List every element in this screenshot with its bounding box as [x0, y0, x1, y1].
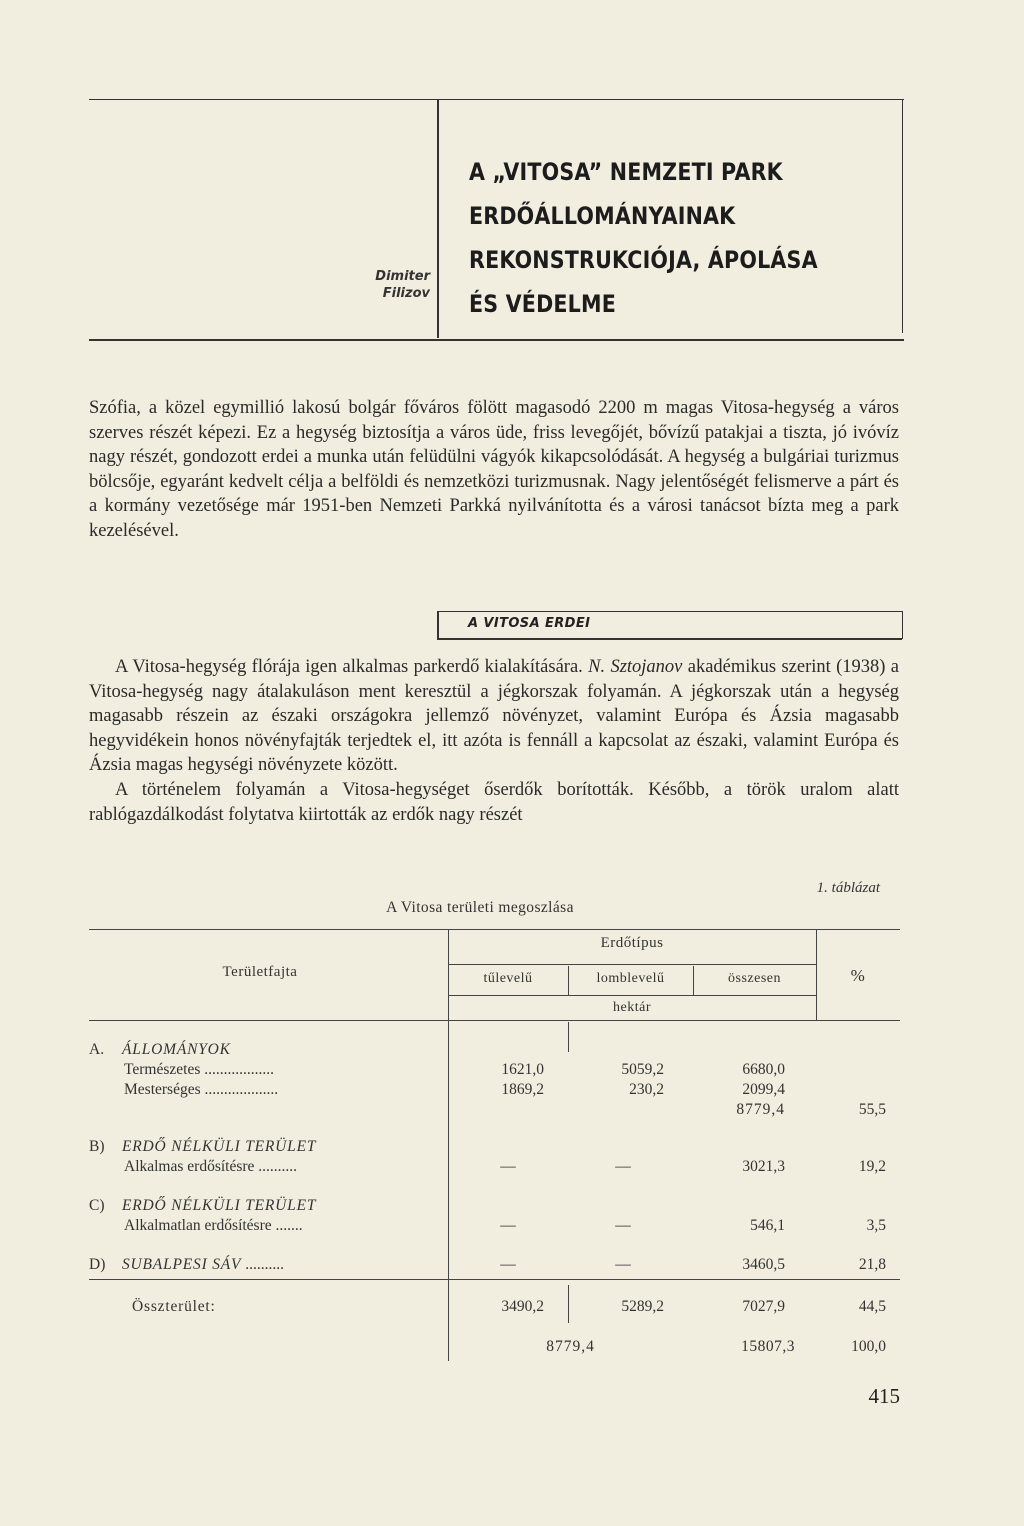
grand-percent: 100,0	[851, 1338, 886, 1355]
table-top-rule	[89, 929, 900, 930]
cell-percent: 3,5	[866, 1217, 886, 1234]
table-title: A Vitosa területi megoszlása	[386, 899, 574, 916]
leader-dots: ...................	[204, 1081, 279, 1098]
article-title	[469, 150, 830, 326]
header-divider	[437, 99, 439, 338]
table-header-rule	[89, 1020, 900, 1021]
row-heading: ERDŐ NÉLKÜLI TERÜLET	[122, 1138, 317, 1155]
cell-conifer: —	[500, 1256, 516, 1273]
col-header-conifer: tűlevelű	[483, 971, 533, 986]
row-label	[124, 1158, 297, 1176]
total-conifer: 3490,2	[501, 1298, 544, 1315]
cell-broadleaf: 5059,2	[621, 1061, 664, 1078]
flora-text-end: akadémikus szerint (1938) a Vitosa-hegység nagy átalakuláson ment keresztül a jégkorszak folyamán. A jégkorszak után a hegység magasabb részein az északi országokra jellemző növényzet, valamint Európa és Ázsia magasabb hegyvidékein honos növényfajták terjedtek el, itt azóta is fennáll a kapcsolat az északi, valamint Európa és Ázsia magas hegységi növényzete között.	[89, 657, 900, 776]
intro-paragraph: Szófia, a közel egymillió lakosú bolgár főváros fölött magasodó 2200 m magas Vitosa-hegység a város szerves részét képezi. Ez a hegység biztosítja a város üde, friss levegőjét, bővízű patakjai a tiszta, jó ivóvíz nagy részét, gondozott erdei a munka után felüdülni vágyók kikapcsolódását. A hegység a bulgáriai turizmus bölcsője, egyaránt kedvelt célja a belföldi és nemzetközi turizmusnak. Nagy jelentőségét felismerve a párt és a kormány vezetősége már 1951-ben Nemzeti Parkká nyilvánította és a városi tanácsot bízta meg a park kezelésével.	[89, 398, 899, 541]
row-label	[124, 1081, 278, 1099]
row-heading: ERDŐ NÉLKÜLI TERÜLET	[122, 1197, 317, 1214]
row-heading: SUBALPESI SÁV	[122, 1256, 242, 1273]
page-number: 415	[868, 1384, 900, 1408]
cell-total: 6680,0	[742, 1061, 785, 1078]
title-line: REKONSTRUKCIÓJA, ÁPOLÁSA	[469, 246, 818, 274]
leader-dots: ..........	[258, 1158, 298, 1175]
cell-broadleaf: —	[615, 1217, 631, 1234]
total-percent: 44,5	[858, 1298, 886, 1315]
grand-total: 15807,3	[741, 1338, 795, 1355]
cited-author: N. Sztojanov	[588, 657, 683, 677]
row-letter: A.	[89, 1041, 105, 1058]
leader-dots: .......	[275, 1217, 303, 1234]
col-header-forest-type: Erdőtípus	[600, 935, 664, 951]
col-header-area-type: Területfajta	[222, 964, 298, 980]
section-heading-frame-right	[902, 611, 903, 639]
cell-total: 3021,3	[742, 1158, 785, 1175]
cell-broadleaf: —	[615, 1256, 631, 1273]
leader-dots: ..........	[245, 1256, 284, 1273]
cell-broadleaf: 230,2	[629, 1081, 664, 1098]
row-heading: ÁLLOMÁNYOK	[122, 1041, 231, 1058]
col-header-unit: hektár	[613, 1000, 651, 1015]
cell-broadleaf: —	[615, 1158, 631, 1175]
title-line: ÉS VÉDELME	[469, 290, 616, 318]
author-name	[250, 268, 430, 302]
cell-total: 546,1	[750, 1217, 785, 1234]
col-header-percent: %	[850, 966, 866, 985]
col-header-total: összesen	[728, 971, 781, 986]
history-paragraph: A történelem folyamán a Vitosa-hegységet őserdők borították. Később, a török uralom alatt rablógazdálkodást folytatva kiirtották az erdők nagy részét	[89, 779, 899, 825]
row-letter: C)	[89, 1197, 105, 1214]
row-label-text: Mesterséges	[124, 1081, 201, 1098]
row-letter: D)	[89, 1256, 106, 1273]
col-header-broadleaf: lomblevelű	[596, 971, 665, 986]
row-label	[122, 1256, 284, 1274]
cell-total: 3460,5	[742, 1256, 785, 1273]
row-label-text: Alkalmas erdősítésre	[124, 1158, 255, 1175]
cell-conifer: —	[500, 1158, 516, 1175]
author-last-name: Filizov	[382, 286, 430, 301]
header-frame-right	[902, 99, 903, 333]
cell-percent: 21,8	[858, 1256, 886, 1273]
table-total-rule	[89, 1279, 900, 1280]
author-first-name: Dimiter	[375, 269, 430, 284]
subcolumn-rule	[448, 995, 816, 996]
row-label	[124, 1217, 303, 1235]
cell-conifer: 1869,2	[501, 1081, 544, 1098]
flora-paragraph	[89, 655, 899, 778]
cell-conifer: 1621,0	[501, 1061, 544, 1078]
table-col-divider	[568, 1022, 569, 1052]
section-heading: A VITOSA ERDEI	[468, 616, 591, 631]
total-label: Összterület:	[132, 1298, 216, 1315]
cell-total: 8779,4	[736, 1101, 785, 1118]
row-label-text: Természetes	[124, 1061, 201, 1078]
leader-dots: ..................	[204, 1061, 274, 1078]
body-text	[89, 655, 899, 827]
table-col-divider	[448, 929, 449, 1361]
row-label	[124, 1061, 274, 1079]
grand-forest: 8779,4	[546, 1338, 595, 1355]
row-label-text: Alkalmatlan erdősítésre	[124, 1217, 272, 1234]
cell-conifer: —	[500, 1217, 516, 1234]
row-letter: B)	[89, 1138, 105, 1155]
flora-text-start: A Vitosa-hegység flórája igen alkalmas parkerdő kialakítására.	[115, 657, 589, 677]
cell-percent: 55,5	[858, 1101, 886, 1118]
title-line: ERDŐÁLLOMÁNYAINAK	[469, 202, 736, 230]
table-number: 1. táblázat	[816, 880, 880, 896]
forest-type-rule	[448, 964, 816, 965]
title-line: A „VITOSA” NEMZETI PARK	[469, 158, 783, 186]
total-broadleaf: 5289,2	[621, 1298, 664, 1315]
cell-percent: 19,2	[858, 1158, 886, 1175]
cell-total: 2099,4	[742, 1081, 785, 1098]
total-total: 7027,9	[742, 1298, 785, 1315]
